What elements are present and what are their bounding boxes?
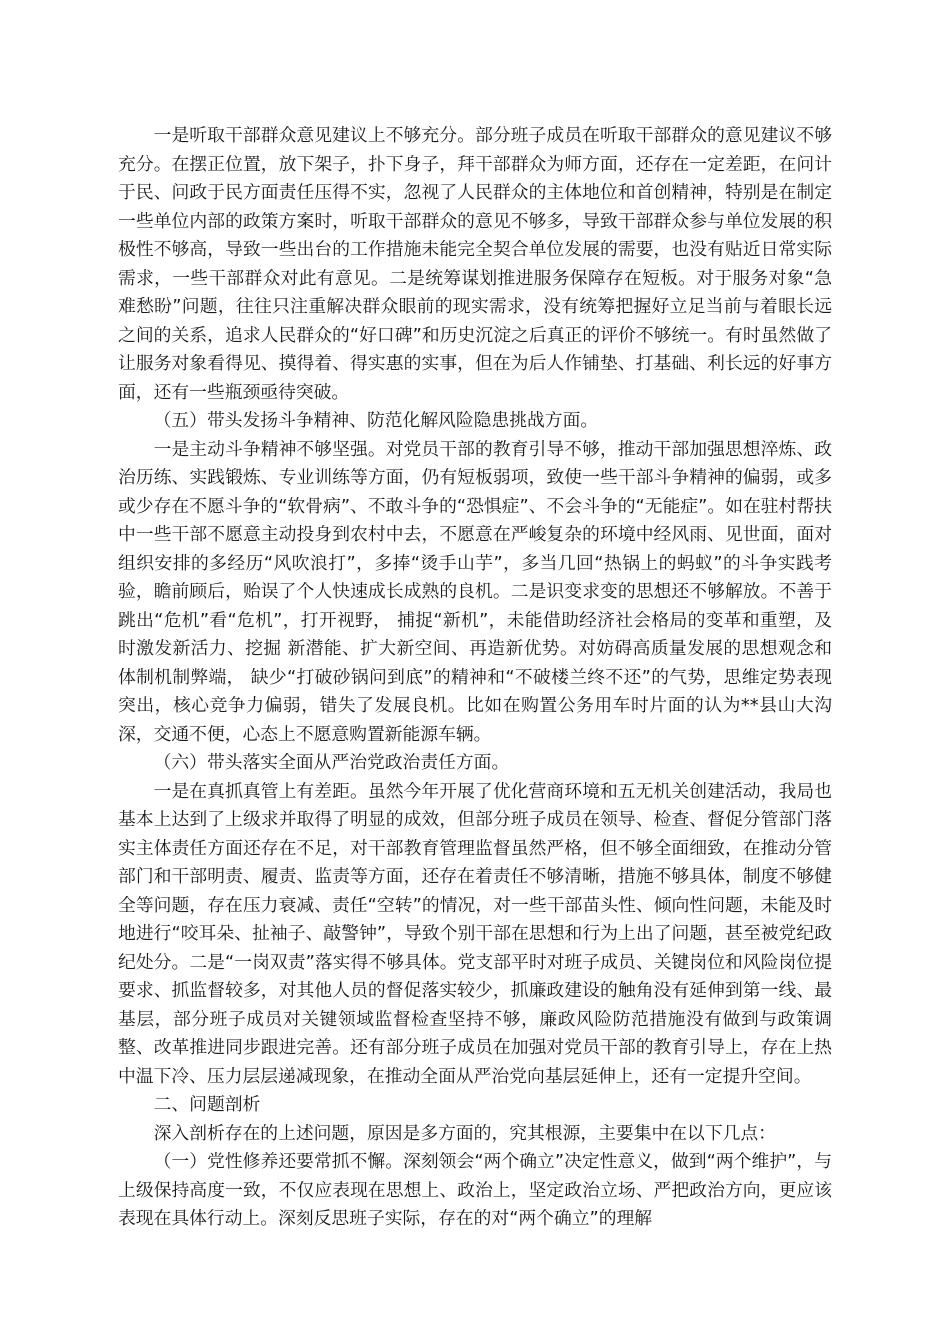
section-heading-6: （六）带头落实全面从严治党政治责任方面。	[153, 752, 510, 773]
paragraph-party-governance: 一是在真抓真管上有差距。虽然今年开展了优化营商环境和五无机关创建活动，我局也基本上达到了上级求并取得了明显的成效，但部分班子成员在领导、检查、督促分管部门落实主体责任方面还存在不足，对干部教育管理监督虽然严格，但不够全面细致，在推动分管部门和干部明责、履责、监责等方面，还存在着责任不够清晰，措施不够具体，制度不够健全等问题，存在压力衰减、责任“空转”的情况，对一些干部苗头性、倾向性问题，未能及时地进行“咬耳朵、扯袖子、敲警钟”，导致个别干部在思想和行为上出了问题，甚至被党纪政纪处分。二是“一岗双责”落实得不够具体。党支部平时对班子成员、关键岗位和风险岗位提要求、抓监督较多，对其他人员的督促落实较少，抓廉政建设的触角没有延伸到第一线、最基层，部分班子成员对关键领域监督检查坚持不够，廉政风险防范措施没有做到与政策调整、改革推进同步跟进完善。还有部分班子成员在加强对党员干部的教育引导上，存在上热中温下冷、压力层层递减现象，在推动全面从严治党向基层延伸上，还有一定提升空间。	[118, 780, 832, 1087]
section-heading-5: （五）带头发扬斗争精神、防范化解风险隐患挑战方面。	[153, 410, 599, 431]
paragraph-problem-listening: 一是听取干部群众意见建议上不够充分。部分班子成员在听取干部群众的意见建议不够充分。在摆正位置，放下架子，扑下身子，拜干部群众为师方面，还存在一定差距，在问计于民、问政于民方面责任压得不实，忽视了人民群众的主体地位和首创精神，特别是在制定一些单位内部的政策方案时，听取干部群众的意见不够多，导致干部群众参与单位发展的积极性不够高，导致一些出台的工作措施未能完全契合单位发展的需要，也没有贴近日常实际需求，一些干部群众对此有意见。二是统筹谋划推进服务保障存在短板。对于服务对象“急难愁盼”问题，往往只注重解决群众眼前的现实需求，没有统筹把握好立足当前与着眼长远之间的关系，追求人民群众的“好口碑”和历史沉淀之后真正的评价不够统一。有时虽然做了让服务对象看得见、摸得着、得实惠的实事，但在为后人作铺垫、打基础、利长远的好事方面，还有一些瓶颈亟待突破。	[118, 125, 832, 403]
paragraph-struggle-spirit: 一是主动斗争精神不够坚强。对党员干部的教育引导不够，推动干部加强思想淬炼、政治历练、实践锻炼、专业训练等方面，仍有短板弱项，致使一些干部斗争精神的偏弱，或多或少存在不愿斗争的“软骨病”、不敢斗争的“恐惧症”、不会斗争的“无能症”。如在驻村帮扶中一些干部不愿意主动投身到农村中去，不愿意在严峻复杂的环境中经风雨、见世面，面对组织安排的多经历“风吹浪打”，多捧“烫手山芋”，多当几回“热锅上的蚂蚁”的斗争实践考验，瞻前顾后，贻误了个人快速成长成熟的良机。二是识变求变的思想还不够解放。不善于跳出“危机”看“危机”，打开视野， 捕捉“新机”，未能借助经济社会格局的变革和重塑，及时激发新活力、挖掘 新潜能、扩大新空间、再造新优势。对妨碍高质量发展的思想观念和体制机制弊端， 缺少“打破砂锅问到底”的精神和“不破楼兰终不还”的气势，思维定势表现突出，核心竞争力偏弱，错失了发展良机。比如在购置公务用车时片面的认为**县山大沟深，交通不便，心态上不愿意购置新能源车辆。	[118, 438, 832, 745]
paragraph-analysis-intro: 深入剖析存在的上述问题，原因是多方面的，究其根源，主要集中在以下几点：	[153, 1122, 776, 1144]
section-heading-analysis: 二、问题剖析	[153, 1094, 261, 1115]
document-body	[118, 122, 832, 1234]
paragraph-party-spirit: （一）党性修养还要常抓不懈。深刻领会“两个确立”决定性意义，做到“两个维护”，与上级保持高度一致，不仅应表现在思想上、政治上，坚定政治立场、严把政治方向，更应该表现在具体行动上。深刻反思班子实际，存在的对“两个确立”的理解	[118, 1151, 832, 1229]
